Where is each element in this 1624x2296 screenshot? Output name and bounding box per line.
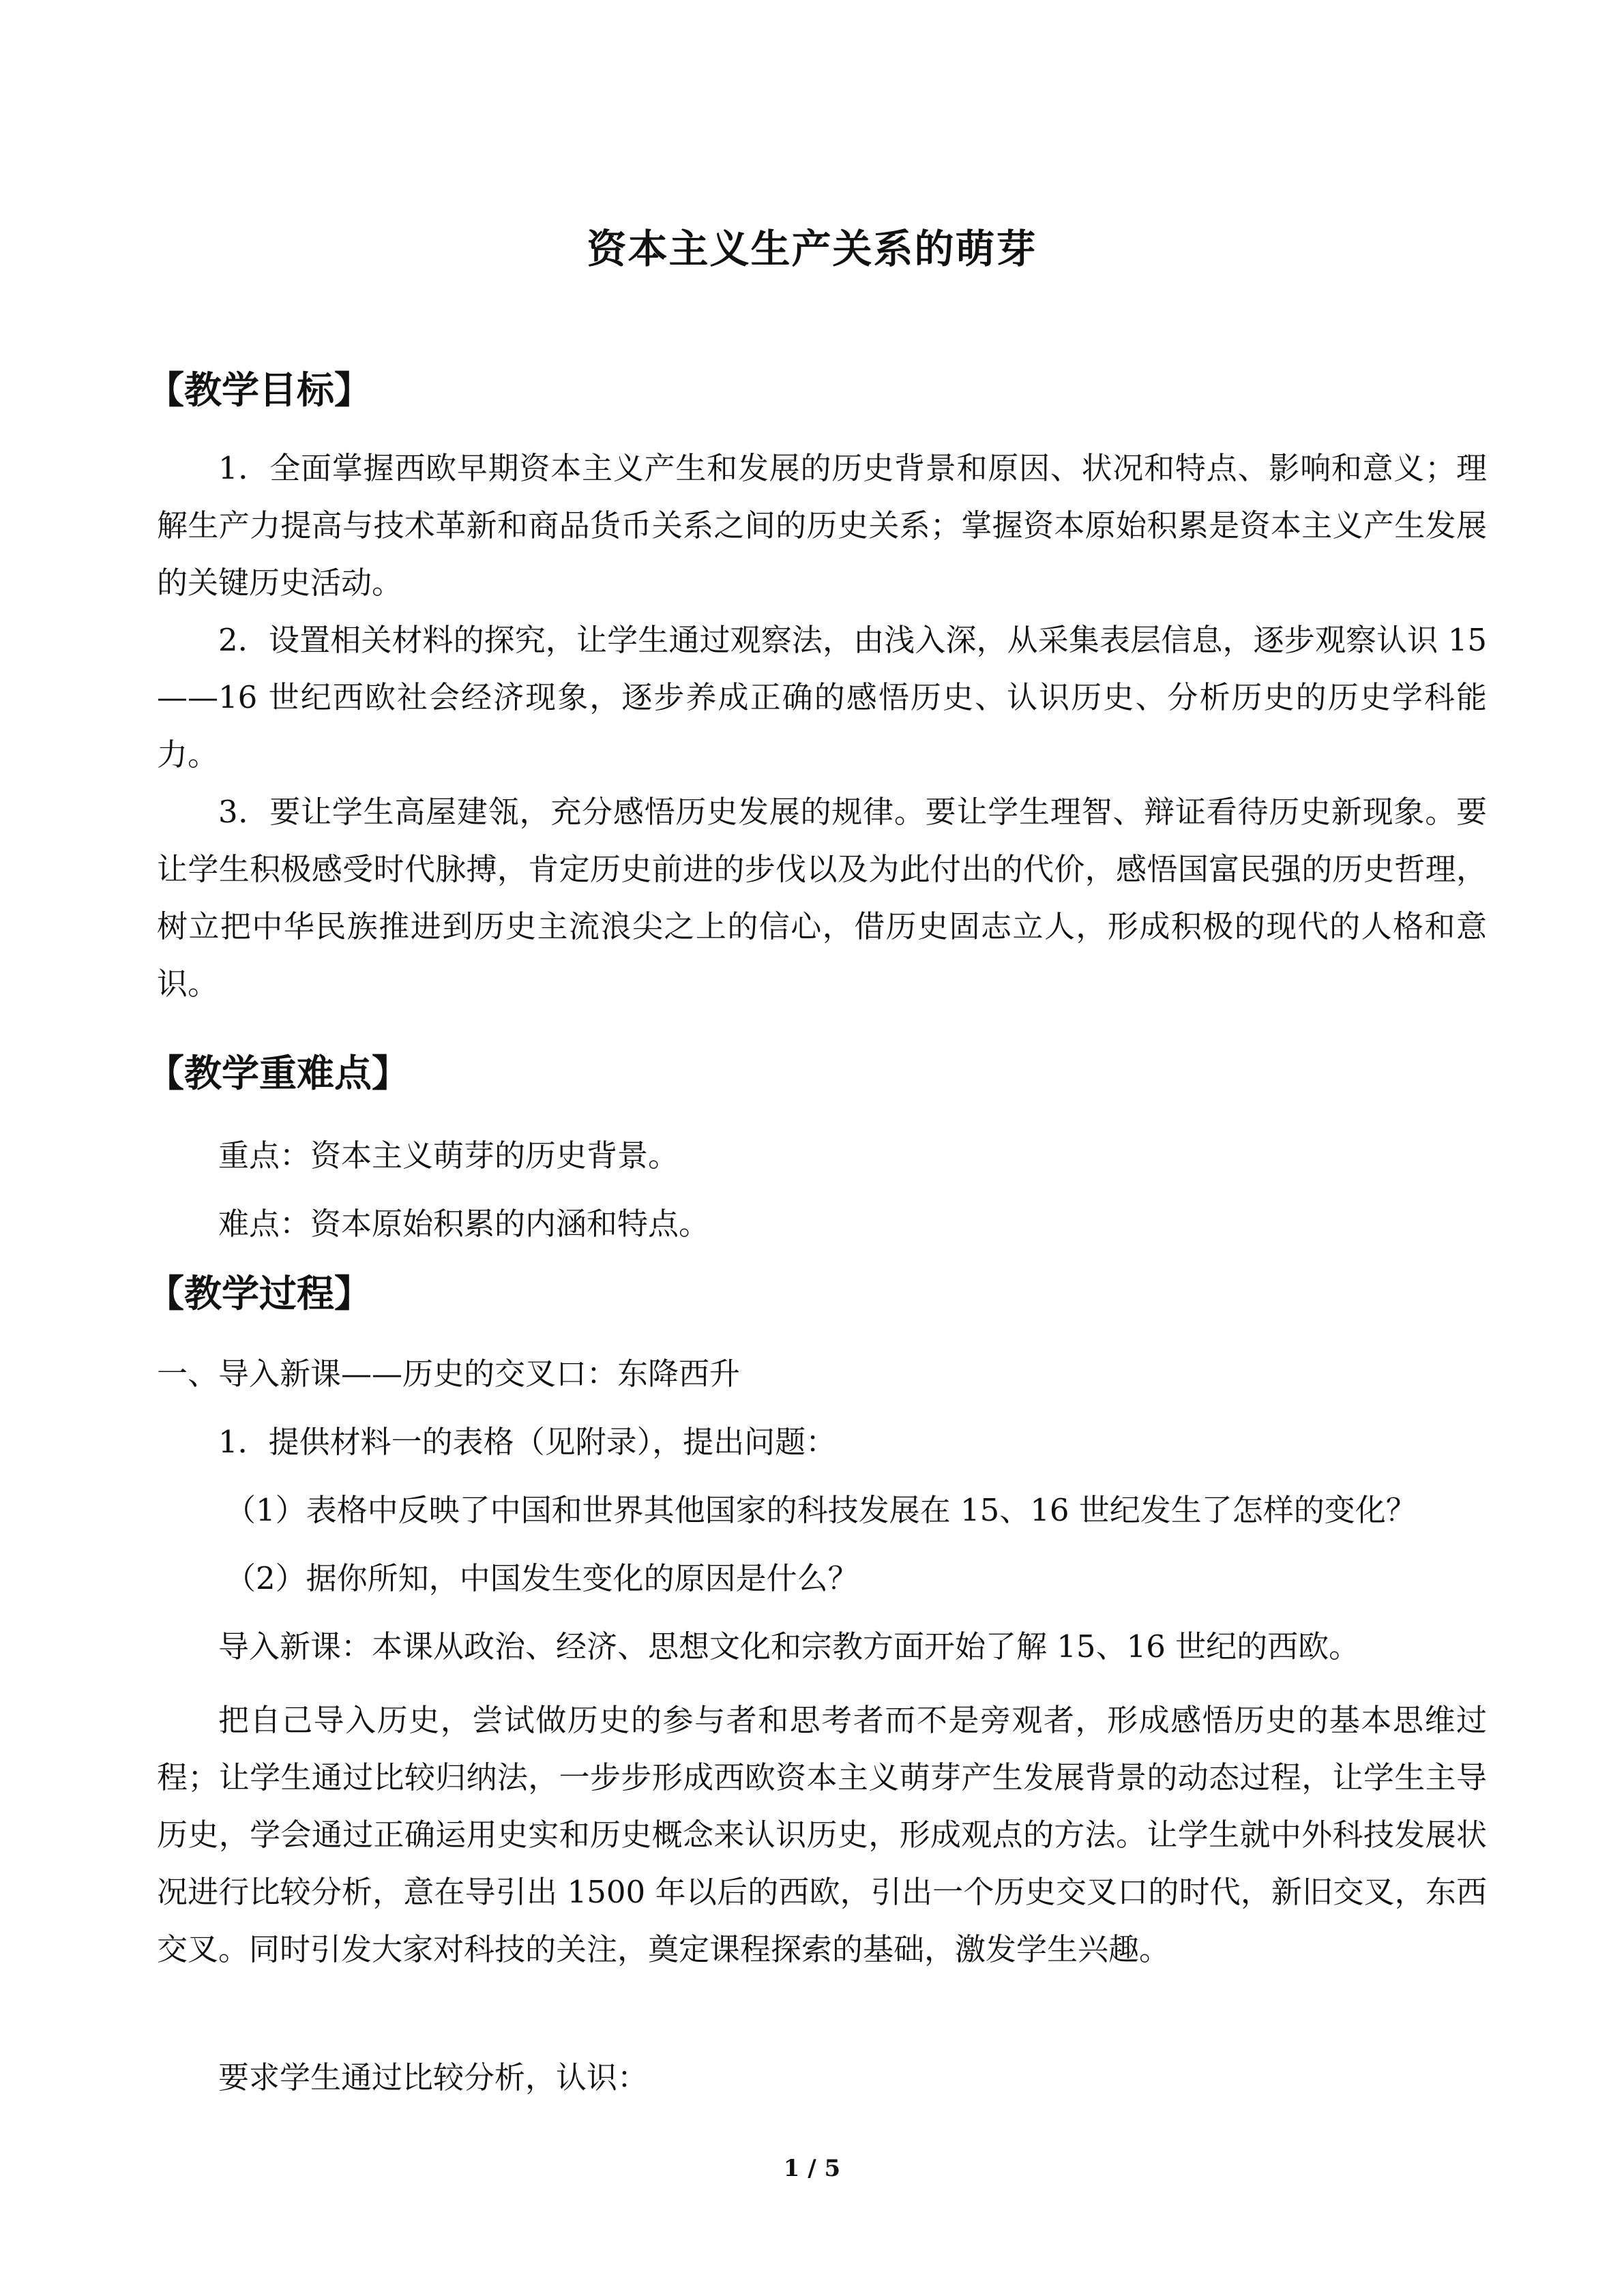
process-paragraph: 把自己导入历史，尝试做历史的参与者和思考者而不是旁观者，形成感悟历史的基本思维过程；让学生通过比较归纳法，一步步形成西欧资本主义萌芽产生发展背景的动态过程，让学生主导历史，学会通过正确运用史实和历史概念来认识历史，形成观点的方法。让学生就中外科技发展状况进行比较分析，意在导引出 1500 年以后的西欧，引出一个历史交叉口的时代，新旧交叉，东西交叉。同时引发大家对科技的关注，奠定课程探索的基础，激发学生兴趣。 xyxy=(157,1702,1487,1967)
page-number: 1 / 5 xyxy=(783,2155,841,2182)
objective-item-3: 3．要让学生高屋建瓴，充分感悟历史发展的规律。要让学生理智、辩证看待历史新现象。要让学生积极感受时代脉搏，肯定历史前进的步伐以及为此付出的代价，感悟国富民强的历史哲理，树立把中华民族推进到历史主流浪尖之上的信心，借历史固志立人，形成积极的现代的人格和意识。 xyxy=(157,794,1487,1002)
process-intro: 导入新课：本课从政治、经济、思想文化和宗教方面开始了解 15、16 世纪的西欧。 xyxy=(218,1628,1360,1665)
section-heading-process: 【教学过程】 xyxy=(147,1271,372,1315)
process-requirement: 要求学生通过比较分析，认识： xyxy=(218,2059,649,2096)
page-title: 资本主义生产关系的萌芽 xyxy=(587,226,1037,272)
section-heading-objectives: 【教学目标】 xyxy=(147,368,372,412)
process-question-two: （2）据你所知，中国发生变化的原因是什么？ xyxy=(225,1560,859,1596)
section-heading-key-points: 【教学重难点】 xyxy=(147,1051,410,1095)
process-part-one: 一、导入新课——历史的交叉口：东降西升 xyxy=(157,1356,741,1392)
key-point-focus: 重点：资本主义萌芽的历史背景。 xyxy=(218,1137,679,1174)
objective-item-1: 1．全面掌握西欧早期资本主义产生和发展的历史背景和原因、状况和特点、影响和意义；理解生产力提高与技术革新和商品货币关系之间的历史关系；掌握资本原始积累是资本主义产生发展的关键历史活动。 xyxy=(157,450,1487,601)
key-point-difficulty: 难点：资本原始积累的内涵和特点。 xyxy=(218,1206,710,1242)
process-step-one: 1．提供材料一的表格（见附录），提出问题： xyxy=(218,1424,837,1460)
process-question-one: （1）表格中反映了中国和世界其他国家的科技发展在 15、16 世纪发生了怎样的变化？ xyxy=(225,1492,1417,1528)
objective-item-2: 2．设置相关材料的探究，让学生通过观察法，由浅入深，从采集表层信息，逐步观察认识 15——16 世纪西欧社会经济现象，逐步养成正确的感悟历史、认识历史、分析历史的历史学科能力。 xyxy=(157,622,1487,773)
